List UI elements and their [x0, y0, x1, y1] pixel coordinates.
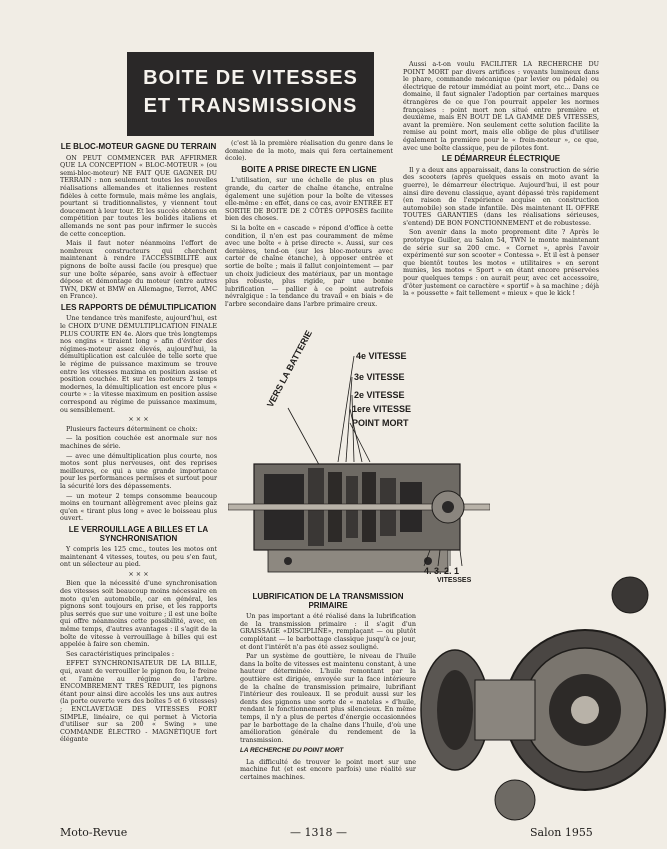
paragraph: ON PEUT COMMENCER PAR AFFIRMER QUE LA CONCEPTION « BLOC-MOTEUR » (ou semi-bloc-moteur) NE FAIT QUE GAGNER DU TERRAIN : non seulement toutes les nouvelles réalisations allemandes et italiennes restent fidèles à cette formule, mais même les anglais, pourtant si traditionnalistes, y viennent tout doucement à leur tour. Et les succès obtenus en compétition par toutes les bolides italiens et allemands ne sont pas pour infirmer le succès de cette conception. [60, 153, 217, 238]
column-1 [60, 140, 217, 746]
gear-numbers: 4. 3. 2. 1 [424, 566, 460, 576]
heading-rapports: LES RAPPORTS DE DÉMULTIPLICATION [60, 302, 217, 312]
paragraph: (c'est là la première réalisation du genre dans le domaine de la moto, mais qui fera certainement école). [225, 139, 393, 163]
paragraph: — un moteur 2 temps consomme beaucoup moins en tournant allègrement avec pleins gaz qu'en « tirant plus long » avec le boisseau plus ouvert. [60, 491, 217, 523]
label-2nd: 2e VITESSE [354, 390, 405, 400]
paragraph: Mais il faut noter néanmoins l'effort de nombreux constructeurs qui cherchent maintenant à rendre l'ACCESSIBILITÉ aux pignons de boîte aussi facile (ou presque) que sur une boîte séparée, sans avoir à effectuer dépose et démontage du moteur (entre autres TWN, DKW et BMW en Allemagne, Terrot, AMC en France). [60, 239, 217, 301]
heading-demarreur: LE DÉMARREUR ÉLECTRIQUE [441, 154, 561, 164]
separator: × × × [128, 569, 149, 578]
engine-illustration [415, 560, 667, 830]
paragraph: Un pas important a été réalisé dans la lubrification de la transmission primaire : il s'agit d'un GRAISSAGE «DISCIPLINE», remplaçant — ou plutôt complétant — le barbottage classique jusqu'à ce jour, et dont l'intérêt n'a pas été assez souligné. [240, 612, 416, 651]
gearbox-diagram [228, 322, 490, 584]
heading-verrouillage: LE VERROUILLAGE A BILLES ET LA SYNCHRONISATION [68, 524, 209, 543]
paragraph: Il y a deux ans apparaissait, dans la construction de série des scooters (après quelques essais en moto avant la guerre), le démarreur électrique. Aujourd'hui, il est pour ainsi dire devenu classique, ayant dépassé très rapidement (en raison de l'expérience acquise en construction automobile) son stade infantile. Dès maintenant IL OFFRE TOUTES GARANTIES (dans les réalisations sérieuses, s'entend) DE BON FONCTIONNEMENT et de robustesse. [403, 165, 599, 227]
heading-prise-directe: BOITE A PRISE DIRECTE EN LIGNE [241, 164, 377, 174]
paragraph: La difficulté de trouver le point mort sur une machine fut (et est encore parfois) une réalité sur certaines machines. [240, 757, 416, 782]
footer-issue: Salon 1955 [530, 826, 593, 839]
heading-bloc-moteur: LE BLOC-MOTEUR GAGNE DU TERRAIN [60, 142, 217, 151]
heading-lubrification: LUBRIFICATION DE LA TRANSMISSION PRIMAIRE [252, 592, 404, 610]
article-title [127, 52, 374, 136]
column-4 [240, 590, 416, 784]
paragraph: Ses caractéristiques principales : [66, 649, 175, 658]
label-neutral: POINT MORT [352, 418, 409, 428]
paragraph: Si la boîte en « cascade » répond d'office à cette condition, il n'en est pas couramment de même avec une boîte « à prise directe ». Aussi, sur ces dernières, tend-on (sur les bloc-moteurs avec carter de chaîne étanche), à opposer entrée et sortie de boîte ; mais il fallut conjointement — par un choix judicieux des matériaux, par un montage plus robuste, plus rigide, par une bonne lubrification — pallier à ce point autrefois névralgique : la tendance du travail « en biais » de l'arbre secondaire dans l'arbre primaire creux. [225, 223, 393, 308]
footer-publication: Moto-Revue [60, 826, 128, 839]
paragraph: Aussi a-t-on voulu FACILITER LA RECHERCHE DU POINT MORT par divers artifices : voyants lumineux dans le phare, commande mécanique (par levier ou pédale) ou électrique de retour immédiat au point mort, etc... Dans ce domaine, il faut signaler l'adoption par certaines marques étrangères de ce que l'on pourrait appeler les normes françaises : point mort non situé entre première et deuxième, mais EN BOUT DE LA GAMME DES VITESSES, avant la première. Non seulement cette solution facilite la remise au point mort, mais elle oblige de plus d'utiliser également la première pour le « frein-moteur », ce que, avec une boîte classique, peu de pilotes font. [403, 60, 599, 152]
title-line-2: ET TRANSMISSIONS [143, 95, 358, 117]
paragraph: EFFET SYNCHRONISATEUR DE LA BILLE, qui, avant de verrouiller le pignon fou, le freine et l'amène au régime de l'arbre. ENCOMBREMENT TRÈS RÉDUIT, les pignons étant pour ainsi dire accolés les uns aux autres (la porte ouverte vers des boîtes 5 et 6 vitesses) ; ENCLAVETAGE DES VITESSES FORT SIMPLE, linéaire, ce qui permet à Victoria d'utiliser sur sa 200 « Swing » une COMMANDE ÉLECTRO - MAGNÉTIQUE fort élégante [60, 659, 217, 744]
gearbox-housing [228, 464, 490, 572]
title-line-1: BOITE DE VITESSES [143, 67, 358, 89]
paragraph: Une tendance très manifeste, aujourd'hui, est le CHOIX D'UNE DÉMULTIPLICATION FINALE PLUS COURTE EN 4e. Alors que très longtemps nos engins « tiraient long » afin d'éviter des régimes-moteur assez élevés, aujourd'hui, la démultiplication est calculée de telle sorte que le régime de puissance maximum se trouve entre les vitesses maxima en position assise et position couchée. Et sur les moteurs 2 temps modernes, la démultiplication est encore plus « courte » : la vitesse maximum en position assise correspond au régime de puissance maximum, ou sensiblement. [60, 314, 217, 414]
paragraph: L'utilisation, sur une échelle de plus en plus grande, du carter de chaîne étanche, entraîne également une sujétion pour la boîte de vitesses elle-même : en effet, dans ce cas, avoir ENTRÉE ET SORTIE DE BOITE DE 2 CÔTÉS OPPOSÉS facilite bien des choses. [225, 176, 393, 223]
paragraph: Bien que la nécessité d'une synchronisation des vitesses soit beaucoup moins nécessaire en moto qu'en automobile, car en général, les pignons sont toujours en prise, et les rapports plus serrés que sur une voiture ; il est une boîte qui offre néanmoins cette possibilité, avec, en même temps, d'autres avantages : il s'agit de la boîte de vitesse à verrouillage à billes qui est appelée à faire son chemin. [60, 579, 217, 649]
label-battery: VERS LA BATTERIE [264, 328, 314, 409]
column-3 [403, 61, 599, 300]
paragraph: — avec une démultiplication plus courte, nos motos sont plus nerveuses, ont des reprises meilleures, ce qui a une grande importance pour les performances permises et surtout pour la sécurité lors des dépassements. [60, 451, 217, 490]
paragraph: Son avenir dans la moto proprement dite ? Après le prototype Guiller, au Salon 54, TWN le monte maintenant de série sur sa 200 cmc. « Cornet », après l'avoir expérimenté sur son scooter « Contessa ». Et il est à penser que bientôt toutes les motos « utilitaires » en seront munies, les motos « Sport » en étant encore préservées pour quelques temps : on aurait peur, avec cet accessoire, d'ôter justement ce caractère « sportif » à sa machine ; déjà la « poussette » fait tellement « mieux » que le kick ! [403, 228, 599, 298]
label-3rd: 3e VITESSE [354, 372, 405, 382]
label-1st: 1ere VITESSE [352, 404, 412, 414]
heading-point-mort: LA RECHERCHE DU POINT MORT [240, 747, 344, 755]
separator: × × × [128, 415, 149, 424]
label-4th: 4e VITESSE [356, 351, 407, 361]
paragraph: — la position couchée est anormale sur nos machines de série. [60, 434, 217, 450]
footer-page-number: — 1318 — [290, 826, 347, 839]
engine-block [421, 577, 665, 820]
column-2 [225, 140, 393, 310]
paragraph: Y compris les 125 cmc., toutes les motos ont maintenant 4 vitesses, toutes, ou peu s'en faut, ont un sélecteur au pied. [60, 545, 217, 569]
paragraph: Par un système de gouttière, le niveau de l'huile dans la boîte de vitesses est maintenu constant, à une hauteur déterminée. L'huile remontant par la gouttière est dirigée, envoyée sur la face intérieure de la chaîne de transmission primaire, lubrifiant l'intérieur des rouleaux. Il se produit aussi sur les dents des pignons une sorte de « matelas » d'huile, rendant le fonctionnement plus silencieux. En même temps, il n'y a plus de pertes d'énergie occasionnées par le barbottage de la chaîne dans l'huile, d'où une amélioration générale du rendement de la transmission. [240, 652, 416, 744]
label-vitesses: VITESSES [437, 577, 472, 584]
paragraph: Plusieurs facteurs déterminent ce choix: [66, 424, 198, 433]
